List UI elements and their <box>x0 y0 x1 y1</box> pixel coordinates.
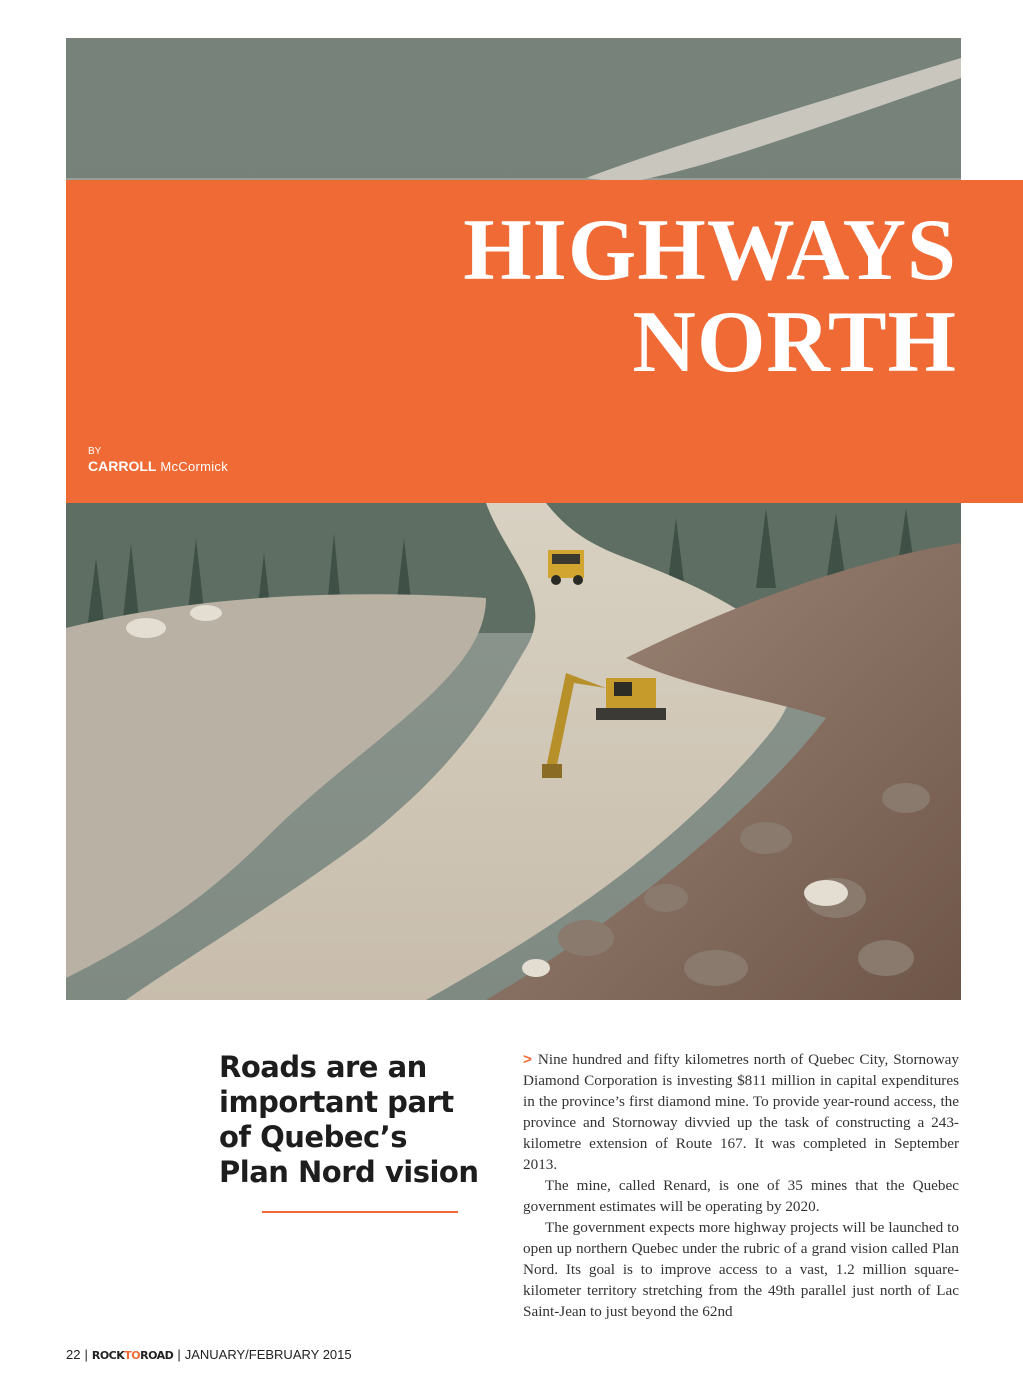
footer-separator: | <box>84 1347 88 1362</box>
page-footer <box>66 1347 352 1362</box>
title-line-2: NORTH <box>632 294 957 391</box>
body-paragraph: The mine, called Renard, is one of 35 mines that the Quebec government estimates will be operating by 2020. <box>523 1177 959 1215</box>
issue-date: JANUARY/FEBRUARY 2015 <box>184 1347 352 1362</box>
author-last-name: McCormick <box>160 459 229 474</box>
title-line-1: HIGHWAYS <box>463 202 957 299</box>
page-number: 22 <box>66 1347 81 1362</box>
article-title <box>463 202 957 391</box>
body-paragraph-text: Nine hundred and fifty kilometres north of Quebec City, Stornoway Diamond Corporation is investing $811 million in capital expenditures in the province’s first diamond mine. To provide year-round access, the province and Stornoway divvied up the task of constructing a 243-kilometre extension of Route 167. It was completed in September 2013. <box>523 1051 959 1173</box>
chevron-right-icon: > <box>523 1051 532 1068</box>
article-deck: Roads are an important part of Quebec’s Plan Nord vision <box>219 1050 479 1189</box>
author-first-name: CARROLL <box>88 458 157 474</box>
magazine-logo: ROCKTOROAD <box>91 1349 174 1362</box>
deck-divider <box>262 1211 458 1213</box>
body-paragraph <box>523 1049 959 1175</box>
body-paragraph: The government expects more highway projects will be launched to open up northern Quebec under the rubric of a grand vision called Plan Nord. Its goal is to improve access to a vast, 1.2 million square-kilometer territory stretching from the 49th parallel just north of Lac Saint-Jean to just beyond the 62nd <box>523 1219 959 1320</box>
byline-prefix: BY <box>88 446 102 457</box>
author-byline <box>88 458 228 474</box>
footer-separator-2: | <box>177 1347 181 1362</box>
article-body <box>523 1049 959 1322</box>
